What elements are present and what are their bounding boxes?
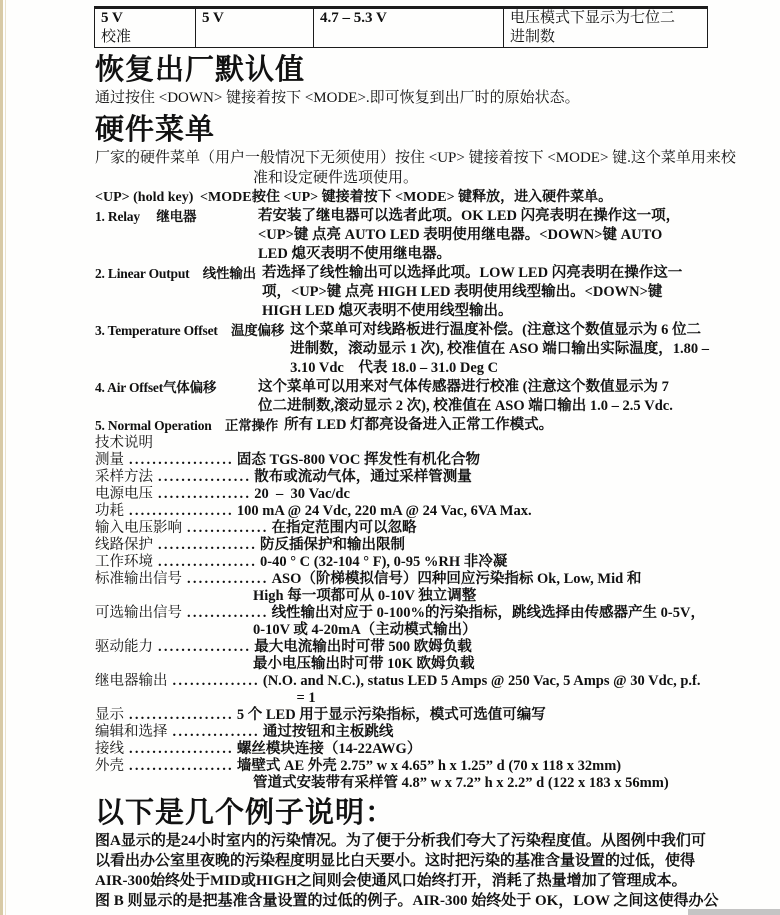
specs-list [95, 452, 770, 792]
example-text-line: AIR-300始终处于MID或HIGH之间则会使通风口始终打开，消耗了热量增加了管理成本。 [95, 873, 687, 889]
spec-label: 可选输出信号 [95, 605, 182, 621]
spec-label: 标准输出信号 [95, 571, 182, 587]
spec-label: 外壳 [95, 758, 124, 774]
menu-item-text-line: <UP>键 点亮 AUTO LED 表明使用继电器。<DOWN>键 AUTO [258, 227, 663, 243]
menu-item-text [258, 207, 770, 264]
page-left-edge-inner [5, 0, 6, 915]
menu-item [95, 321, 770, 378]
spec-label: 接线 [95, 741, 124, 757]
spec-row [95, 469, 770, 486]
scan-shadow [688, 909, 780, 915]
example-text-line: 图 B 则显示的是把基准含量设置的过低的例子。AIR-300 始终处于 OK，LOW 之间这使得办公 [95, 893, 719, 909]
spec-value: 螺丝模块连接（14-22AWG） [236, 741, 422, 757]
spec-label: 驱动能力 [95, 639, 153, 655]
spec-label: 采样方法 [95, 469, 153, 485]
section-title-restore: 恢复出厂默认值 [95, 54, 306, 86]
hardware-intro-line1: 厂家的硬件菜单（用户一般情况下无须使用）按住 <UP> 键接着按下 <MODE> 键.这个菜单用来校 [95, 150, 736, 166]
spec-dotted-leader: ................ [158, 639, 252, 655]
menu-item-text-line: 项，<UP>键 点亮 HIGH LED 表明使用线型输出。<DOWN>键 [261, 284, 663, 300]
menu-item-label: 4. Air Offset气体偏移 [95, 380, 217, 395]
spec-value: 线性输出对应于 0-100%的污染指标，跳线选择由传感器产生 0-5V， [271, 605, 705, 621]
spec-row [95, 520, 770, 537]
menu-item [95, 207, 770, 264]
spec-label: 显示 [95, 707, 124, 723]
table-cell-line: 校准 [101, 29, 132, 45]
hardware-keys-row [95, 188, 770, 207]
spec-label: 功耗 [95, 503, 124, 519]
menu-item-text-line: 这个菜单可以用来对气体传感器进行校准 (注意这个数值显示为 7 [258, 379, 669, 395]
menu-item-text-line: 这个菜单可对线路板进行温度补偿。(注意这个数值显示为 6 位二 [290, 322, 701, 338]
table-cell-line: 5 V [101, 10, 123, 26]
spec-row [95, 758, 770, 775]
spec-row [95, 554, 770, 571]
spec-value: 墙壁式 AE 外壳 2.75” w x 4.65” h x 1.25” d (70 x 118 x 32mm) [236, 758, 622, 774]
spec-dotted-leader: ................ [158, 469, 252, 485]
example-text-line: 图A显示的是24小时室内的污染情况。为了便于分析我们夸大了污染程度值。从图例中我们可 [95, 833, 706, 849]
spec-row [95, 571, 770, 588]
section-title-hardware: 硬件菜单 [95, 114, 216, 146]
spec-label: 工作环境 [95, 554, 153, 570]
page-content [95, 0, 770, 911]
menu-item [95, 264, 770, 321]
menu-item-text [258, 378, 770, 416]
spec-continuation-line: = 1 [253, 690, 316, 706]
menu-item-label: 1. Relay 继电器 [95, 209, 197, 224]
menu-item-text [284, 416, 770, 435]
spec-continuation-line: 最小电压输出时可带 10K 欧姆负载 [253, 656, 475, 672]
specs-title: 技术说明 [95, 435, 153, 451]
menu-item-text-line: 若选择了线性输出可以选择此项。LOW LED 闪亮表明在操作这一 [261, 265, 683, 281]
spec-row [95, 724, 770, 741]
restore-body-text: 通过按住 <DOWN> 键接着按下 <MODE>.即可恢复到出厂时的原始状态。 [95, 90, 580, 106]
spec-dotted-leader: ............... [172, 724, 260, 740]
spec-dotted-leader: .................. [129, 741, 234, 757]
spec-dotted-leader: .............. [187, 571, 269, 587]
spec-value: 5 个 LED 用于显示污染指标，模式可选值可编写 [236, 707, 546, 723]
spec-row [95, 452, 770, 469]
spec-continuation-line: 管道式安装带有采样管 4.8” w x 7.2” h x 2.2” d (122 x 183 x 56mm) [253, 775, 669, 791]
spec-value: 20 – 30 Vac/dc [254, 486, 350, 502]
spec-label: 电源电压 [95, 486, 153, 502]
spec-row [95, 503, 770, 520]
hardware-keys-text: 按住 <UP> 键接着按下 <MODE> 键释放，进入硬件菜单。 [252, 190, 613, 205]
table-cell-line: 电压模式下显示为七位二 [510, 10, 676, 26]
spec-dotted-leader: .................. [129, 707, 234, 723]
menu-item-text-line: 位二进制数,滚动显示 2 次), 校准值在 ASO 端口输出 1.0 – 2.5 Vdc. [258, 398, 673, 414]
section-title-examples: 以下是几个例子说明： [95, 797, 396, 829]
spec-continuation-line: High 每一项都可从 0-10V 独立调整 [253, 588, 477, 604]
menu-item-text-line: 进制数，滚动显示 1 次), 校准值在 ASO 端口输出实际温度，1.80 – [290, 341, 710, 357]
menu-item [95, 416, 770, 435]
page-left-edge [0, 0, 3, 915]
spec-value: ASO（阶梯模拟信号）四种回应污染指标 Ok, Low, Mid 和 [271, 571, 642, 587]
spec-dotted-leader: ............... [172, 673, 260, 689]
spec-dotted-leader: .............. [187, 605, 269, 621]
menu-item-text [290, 321, 770, 378]
example-text-line: 以看出办公室里夜晚的污染程度明显比白天要小。这时把污染的基准含量设置的过低，使得 [95, 853, 696, 869]
spec-row [95, 673, 770, 690]
spec-dotted-leader: .............. [187, 520, 269, 536]
menu-item-label: 5. Normal Operation 正常操作 [95, 418, 279, 433]
spec-value: 固态 TGS-800 VOC 挥发性有机化合物 [236, 452, 480, 468]
spec-label: 输入电压影响 [95, 520, 182, 536]
menu-item-label: 2. Linear Output 线性输出 [95, 266, 256, 281]
spec-value: 散布或流动气体，通过采样管测量 [254, 469, 472, 485]
menu-item-label: 3. Temperature Offset 温度偏移 [95, 323, 285, 338]
spec-dotted-leader: ................. [158, 537, 258, 553]
spec-row [95, 707, 770, 724]
up-key-label: <UP> (hold key) [95, 190, 194, 205]
spec-value: 通过按钮和主板跳线 [262, 724, 394, 740]
menu-item [95, 378, 770, 416]
spec-dotted-leader: .................. [129, 758, 234, 774]
hardware-menu-list [95, 207, 770, 435]
spec-label: 编辑和选择 [95, 724, 168, 740]
spec-row [95, 639, 770, 656]
spec-value: 防反插保护和输出限制 [260, 537, 406, 553]
menu-item-text-line: 所有 LED 灯都亮设备进入正常工作模式。 [284, 417, 554, 433]
spec-value: 在指定范围内可以忽略 [271, 520, 417, 536]
menu-item-text [262, 264, 770, 321]
spec-value: (N.O. and N.C.), status LED 5 Amps @ 250 Vac, 5 Amps @ 30 Vdc, p.f. [262, 673, 701, 689]
spec-dotted-leader: .................. [129, 452, 234, 468]
menu-item-text-line: 若安装了继电器可以选者此项。OK LED 闪亮表明在操作这一项， [258, 208, 681, 224]
spec-row [95, 605, 770, 622]
menu-item-text-line: 3.10 Vdc 代表 18.0 – 31.0 Deg C [290, 360, 499, 376]
spec-dotted-leader: ................. [158, 554, 258, 570]
table-cell-line: 进制数 [510, 29, 556, 45]
spec-label: 线路保护 [95, 537, 153, 553]
spec-value: 最大电流输出时可带 500 欧姆负载 [254, 639, 472, 655]
mode-key-label: <MODE> [200, 190, 260, 205]
spec-dotted-leader: .................. [129, 503, 234, 519]
spec-row [95, 486, 770, 503]
table-cell-line: 5 V [202, 10, 224, 26]
spec-row [95, 537, 770, 554]
spec-value: 100 mA @ 24 Vdc, 220 mA @ 24 Vac, 6VA Max. [236, 503, 532, 519]
table-cell-line: 4.7 – 5.3 V [320, 10, 387, 26]
spec-dotted-leader: ................ [158, 486, 252, 502]
spec-value: 0-40 ° C (32-104 ° F), 0-95 %RH 非冷凝 [260, 554, 508, 570]
spec-row [95, 741, 770, 758]
spec-label: 继电器输出 [95, 673, 168, 689]
menu-item-text-line: LED 熄灭表明不使用继电器。 [258, 246, 451, 262]
examples-paragraph [95, 831, 770, 911]
menu-item-text-line: HIGH LED 熄灭表明不使用线型输出。 [261, 303, 513, 319]
spec-continuation-line: 0-10V 或 4-20mA（主动模式输出） [253, 622, 477, 638]
hardware-intro-line2: 准和设定硬件选项使用。 [253, 170, 419, 186]
spec-label: 测量 [95, 452, 124, 468]
